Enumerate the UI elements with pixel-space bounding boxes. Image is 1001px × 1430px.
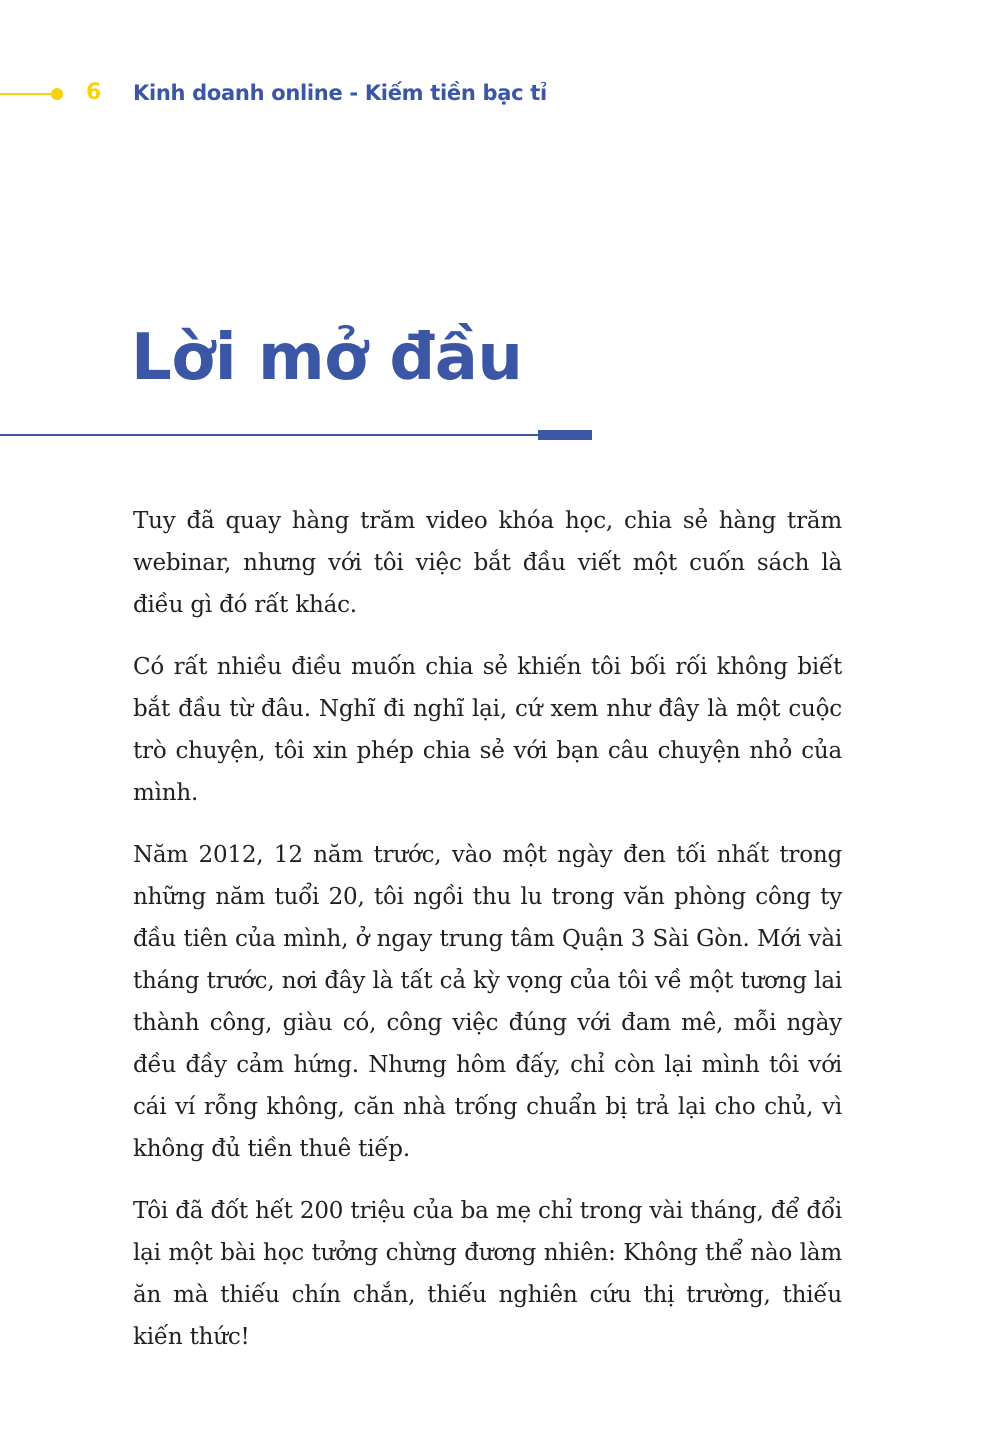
header-accent-dot xyxy=(51,88,63,100)
title-divider-line xyxy=(0,434,540,436)
page-number: 6 xyxy=(86,80,102,105)
paragraph: Tôi đã đốt hết 200 triệu của ba mẹ chỉ trong vài tháng, để đổi lại một bài học tưởng chừng đương nhiên: Không thể nào làm ăn mà thiếu chín chắn, thiếu nghiên cứu thị trường, thiếu kiến thức! xyxy=(133,1198,842,1350)
title-divider-block xyxy=(538,430,592,440)
paragraph: Năm 2012, 12 năm trước, vào một ngày đen tối nhất trong những năm tuổi 20, tôi ngồi thu lu trong văn phòng công ty đầu tiên của mình, ở ngay trung tâm Quận 3 Sài Gòn. Mới vài tháng trước, nơi đây là tất cả kỳ vọng của tôi về một tương lai thành công, giàu có, công việc đúng với đam mê, mỗi ngày đều đầy cảm hứng. Nhưng hôm đấy, chỉ còn lại mình tôi với cái ví rỗng không, căn nhà trống chuẩn bị trả lại cho chủ, vì không đủ tiền thuê tiếp. xyxy=(133,842,842,1162)
body-text xyxy=(133,500,842,1378)
header-accent-line xyxy=(0,93,56,95)
chapter-title: Lời mở đầu xyxy=(131,321,523,395)
running-title: Kinh doanh online - Kiếm tiền bạc tỉ xyxy=(133,81,547,105)
paragraph: Tuy đã quay hàng trăm video khóa học, chia sẻ hàng trăm webinar, nhưng với tôi việc bắt đầu viết một cuốn sách là điều gì đó rất khác. xyxy=(133,508,842,618)
paragraph: Có rất nhiều điều muốn chia sẻ khiến tôi bối rối không biết bắt đầu từ đâu. Nghĩ đi nghĩ lại, cứ xem như đây là một cuộc trò chuyện, tôi xin phép chia sẻ với bạn câu chuyện nhỏ của mình. xyxy=(133,654,842,806)
